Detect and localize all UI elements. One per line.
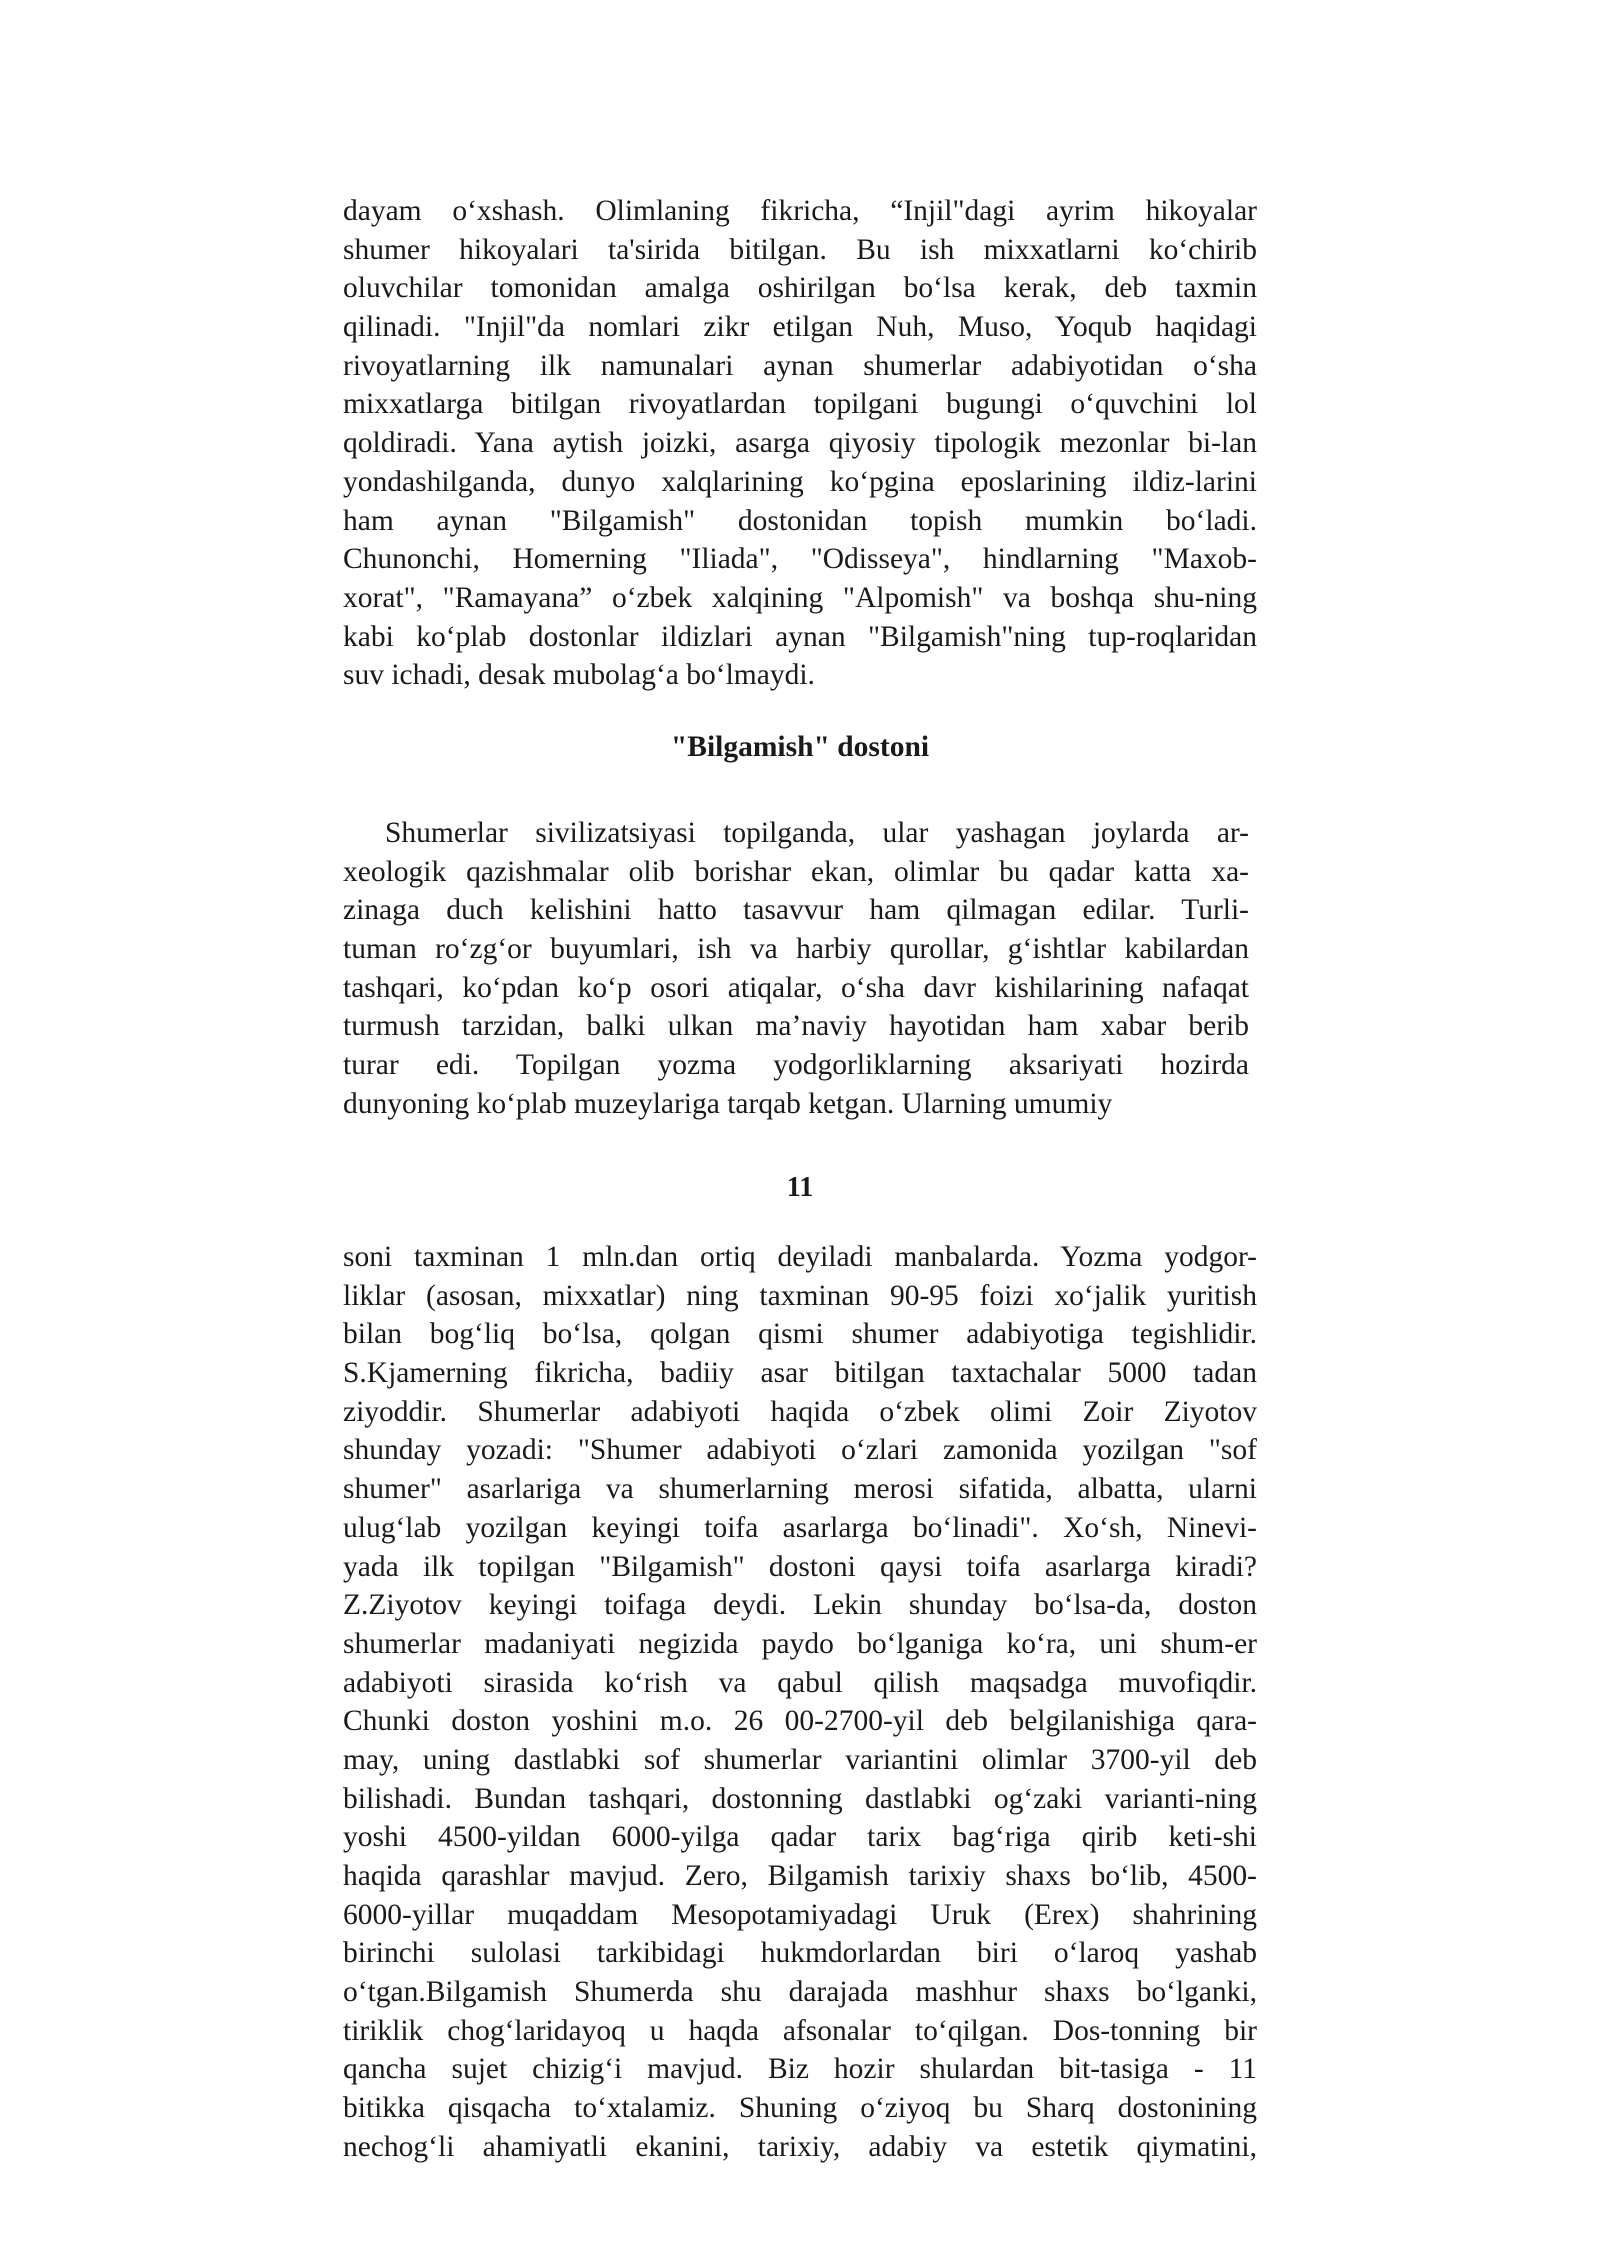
text-line: rivoyatlarning ilk namunalari aynan shumerlar adabiyotidan o‘sha	[343, 349, 1257, 382]
text-line: shumer" asarlariga va shumerlarning merosi sifatida, albatta, ularni	[343, 1473, 1257, 1506]
text-line: ulug‘lab yozilgan keyingi toifa asarlarga bo‘linadi". Xo‘sh, Ninevi-	[343, 1511, 1257, 1544]
text-line: shumerlar madaniyati negizida paydo bo‘lganiga ko‘ra, uni shum-er	[343, 1627, 1257, 1660]
text-line: xeologik qazishmalar olib borishar ekan, olimlar bu qadar katta xa-	[343, 855, 1249, 888]
text-line: birinchi sulolasi tarkibidagi hukmdorlardan biri o‘laroq yashab	[343, 1937, 1257, 1970]
text-line: xorat", "Ramayana” o‘zbek xalqining "Alpomish" va boshqa shu-ning	[343, 581, 1257, 614]
text-line: S.Kjamerning fikricha, badiiy asar bitilgan taxtachalar 5000 tadan	[343, 1357, 1257, 1390]
text-line: may, uning dastlabki sof shumerlar variantini olimlar 3700-yil deb	[343, 1743, 1257, 1776]
text-line: soni taxminan 1 mln.dan ortiq deyiladi manbalarda. Yozma yodgor-	[343, 1241, 1257, 1273]
bottom-paragraph	[343, 1238, 1257, 2167]
text-line: mixxatlarga bitilgan rivoyatlardan topilgani bugungi o‘quvchini lol	[343, 388, 1257, 421]
text-line: Shumerlar sivilizatsiyasi topilganda, ular yashagan joylarda ar-	[385, 817, 1249, 849]
text-line: 6000-yillar muqaddam Mesopotamiyadagi Uruk (Erex) shahrining	[343, 1898, 1257, 1931]
text-line: turar edi. Topilgan yozma yodgorliklarning aksariyati hozirda	[343, 1049, 1249, 1082]
text-line: qilinadi. "Injil"da nomlari zikr etilgan Nuh, Muso, Yoqub haqidagi	[343, 311, 1257, 344]
text-line: Z.Ziyotov keyingi toifaga deydi. Lekin shunday bo‘lsa-da, doston	[343, 1589, 1257, 1622]
middle-paragraph	[343, 814, 1249, 1124]
text-line: ham aynan "Bilgamish" dostonidan topish mumkin bo‘ladi.	[343, 504, 1257, 537]
text-line: o‘tgan.Bilgamish Shumerda shu darajada mashhur shaxs bo‘lganki,	[343, 1976, 1257, 2009]
text-line: kabi ko‘plab dostonlar ildizlari aynan "Bilgamish"ning tup-roqlaridan	[343, 620, 1257, 653]
text-line: bitikka qisqacha to‘xtalamiz. Shuning o‘ziyoq bu Sharq dostonining	[343, 2092, 1257, 2125]
text-line: Chunonchi, Homerning "Iliada", "Odisseya", hindlarning "Maxob-	[343, 543, 1257, 576]
text-line: adabiyoti sirasida ko‘rish va qabul qilish maqsadga muvofiqdir.	[343, 1666, 1257, 1699]
text-line: qancha sujet chizig‘i mavjud. Biz hozir shulardan bit-tasiga - 11	[343, 2053, 1257, 2086]
text-line: dayam o‘xshash. Olimlaning fikricha, “Injil"dagi ayrim hikoyalar	[343, 195, 1257, 227]
page-number: 11	[786, 1172, 814, 1203]
text-line: liklar (asosan, mixxatlar) ning taxminan 90-95 foizi xo‘jalik yuritish	[343, 1279, 1257, 1312]
text-line: haqida qarashlar mavjud. Zero, Bilgamish tarixiy shaxs bo‘lib, 4500-	[343, 1860, 1257, 1892]
text-line: shunday yozadi: "Shumer adabiyoti o‘zlari zamonida yozilgan "sof	[343, 1434, 1257, 1467]
text-line: turmush tarzidan, balki ulkan ma’naviy hayotidan ham xabar berib	[343, 1010, 1249, 1043]
text-line: Chunki doston yoshini m.o. 26 00-2700-yil deb belgilanishiga qara-	[343, 1705, 1257, 1738]
top-paragraph	[343, 192, 1257, 695]
text-line: dunyoning ko‘plab muzeylariga tarqab ketgan. Ularning umumiy	[343, 1087, 1113, 1120]
text-line: tashqari, ko‘pdan ko‘p osori atiqalar, o‘sha davr kishilarining nafaqat	[343, 971, 1249, 1004]
text-line: yada ilk topilgan "Bilgamish" dostoni qaysi toifa asarlarga kiradi?	[343, 1550, 1257, 1583]
text-line: nechog‘li ahamiyatli ekanini, tarixiy, adabiy va estetik qiymatini,	[343, 2130, 1257, 2163]
text-line: qoldiradi. Yana aytish joizki, asarga qiyosiy tipologik mezonlar bi-lan	[343, 427, 1257, 460]
text-line: ziyoddir. Shumerlar adabiyoti haqida o‘zbek olimi Zoir Ziyotov	[343, 1395, 1257, 1428]
text-line: yoshi 4500-yildan 6000-yilga qadar tarix bag‘riga qirib keti-shi	[343, 1821, 1257, 1854]
text-line: zinaga duch kelishini hatto tasavvur ham qilmagan edilar. Turli-	[343, 894, 1249, 927]
text-line: suv ichadi, desak mubolag‘a bo‘lmaydi.	[343, 659, 815, 692]
text-line: shumer hikoyalari ta'sirida bitilgan. Bu ish mixxatlarni ko‘chirib	[343, 233, 1257, 266]
text-line: tuman ro‘zg‘or buyumlari, ish va harbiy qurollar, g‘ishtlar kabilardan	[343, 933, 1249, 966]
text-line: tiriklik chog‘laridayoq u haqda afsonalar to‘qilgan. Dos-tonning bir	[343, 2014, 1257, 2047]
section-heading: "Bilgamish" dostoni	[670, 731, 930, 763]
text-line: oluvchilar tomonidan amalga oshirilgan bo‘lsa kerak, deb taxmin	[343, 272, 1257, 305]
text-line: yondashilganda, dunyo xalqlarining ko‘pgina eposlarining ildiz-larini	[343, 465, 1257, 498]
text-line: bilan bog‘liq bo‘lsa, qolgan qismi shumer adabiyotiga tegishlidir.	[343, 1318, 1257, 1351]
text-line: bilishadi. Bundan tashqari, dostonning dastlabki og‘zaki varianti-ning	[343, 1782, 1257, 1815]
